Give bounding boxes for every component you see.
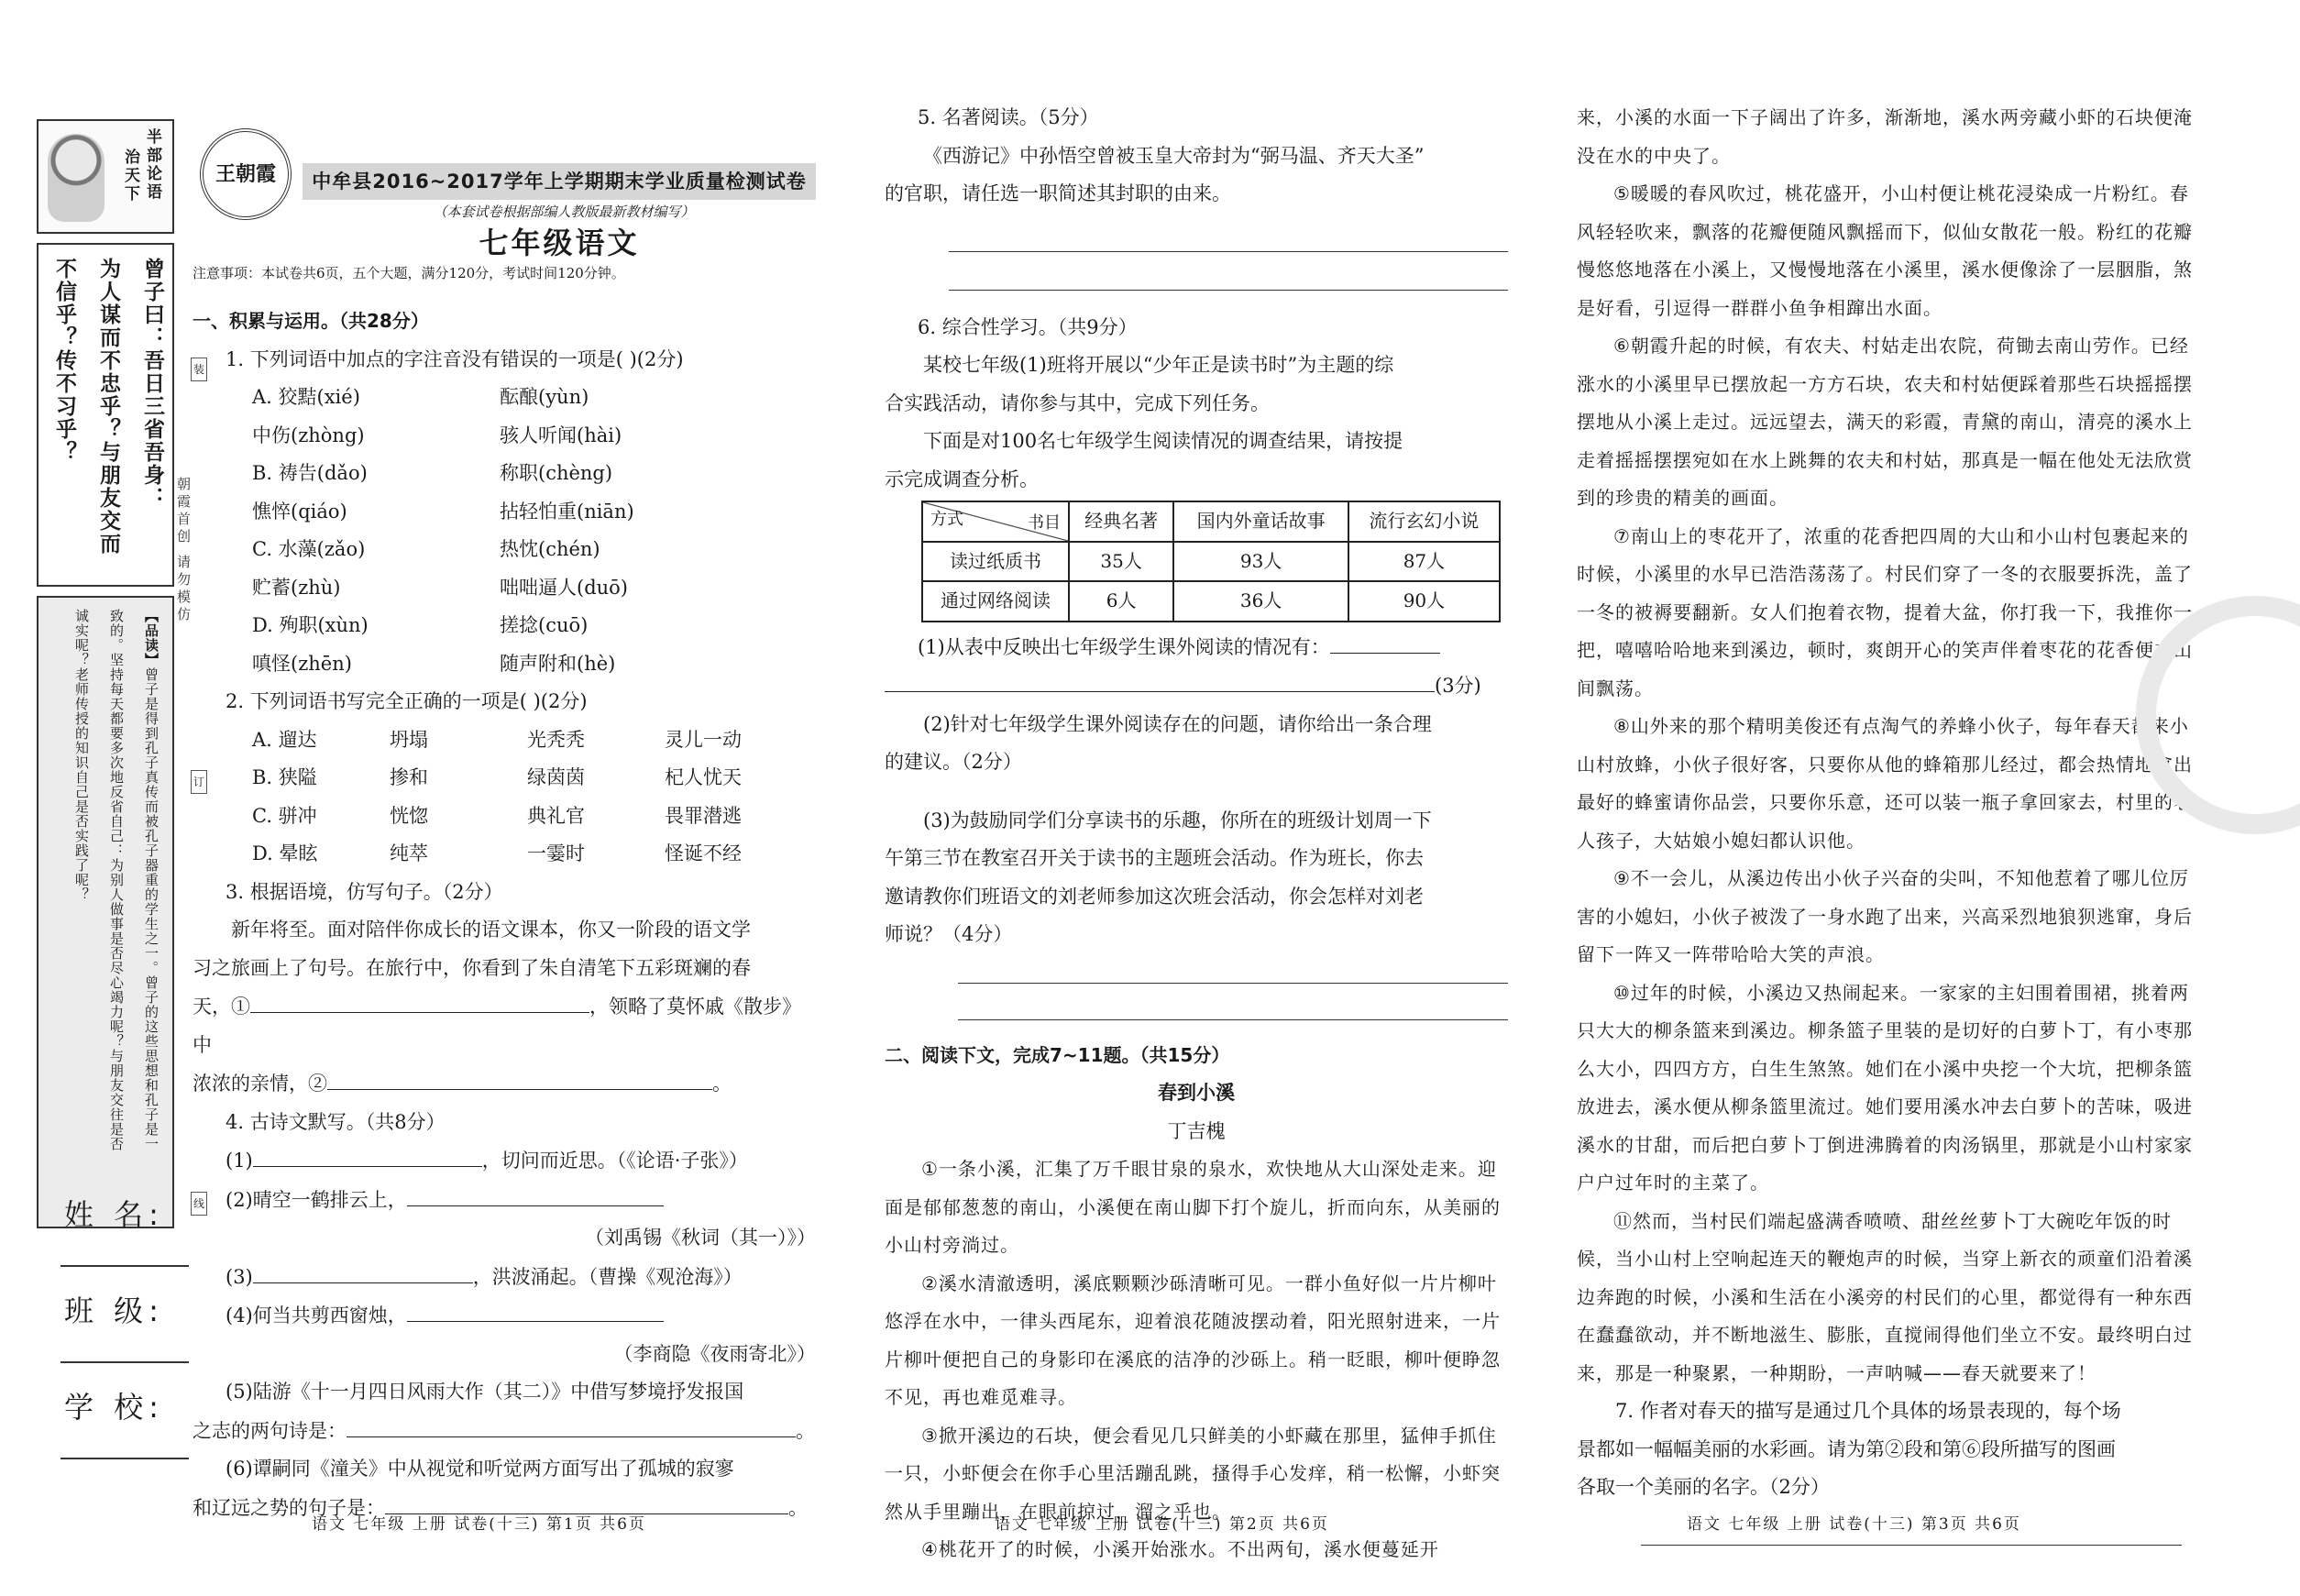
answer-blank[interactable] [407,1181,664,1206]
answer-line[interactable] [958,954,1508,984]
binding-strip [28,110,204,1545]
option-row[interactable]: A. 遛达 坍塌 光秃秃 灵儿一动 [252,728,742,751]
school-line[interactable] [61,1458,189,1459]
answer-blank[interactable] [1330,628,1440,654]
question-4-5-fill: 之志的两句诗是： 。 [193,1412,816,1451]
column-1 [193,303,816,1527]
subject-title: 七年级语文 [479,226,640,260]
question-4-5: (5)陆游《十一月四日风雨大作（其二）》中借写梦境抒发报国 [226,1381,744,1403]
page-footer-1: 语文 七年级 上册 试卷(十三) 第1页 共6页 [312,1515,646,1534]
table-header: 流行玄幻小说 [1348,501,1500,542]
question-6-text: 合实践活动，请你参与其中，完成下列任务。 [885,391,1270,414]
table-cell: 93人 [1173,542,1348,582]
table-cell: 36人 [1173,581,1348,622]
paragraph-8: ⑧山外来的那个精明美俊还有点淘气的养蜂小伙子，每年春天都来小山村放蜂，小伙子很好客，只要你从他的蜂箱那儿经过，都会热情地拿出最好的蜂蜜请你品尝，只要你乐意，还可以装一瓶子拿回家去，村里的老人孩子，大姑娘小媳妇都认识他。 [1577,715,2193,852]
pindu-label: 【品读】曾子是得到孔子真传而被孔子器重的学生之一。曾子的这些思想和孔子是一 [143,609,160,1151]
story-title: 春到小溪 [1158,1082,1235,1104]
question-4-2: (2)晴空一鹤排云上， [193,1181,816,1220]
table-header: 国内外童话故事 [1173,501,1348,542]
paragraph-9: ⑨不一会儿，从溪边传出小伙子兴奋的尖叫，不知他惹着了哪儿位厉害的小媳妇，小伙子被泼了一身水跑了出来，兴高采烈地狼狈逃窜，身后留下一阵又一阵带哈哈大笑的声浪。 [1577,867,2193,965]
question-3: 3. 根据语境，仿写句子。（2分） [226,880,503,903]
option-row: 贮蓄(zhù) 咄咄逼人(duō) [252,576,628,599]
option-row[interactable]: B. 狭隘 掺和 绿茵茵 杞人忧天 [252,766,742,788]
answer-blank[interactable] [347,1412,796,1437]
paragraph-5: ⑤暖暖的春风吹过，桃花盛开，小山村便让桃花浸染成一片粉红。春风轻轻吹来，飘落的花瓣便随风飘摇而下，似仙女散花一般。粉红的花瓣慢悠悠地落在小溪上，又慢慢地落在小溪里，溪水便像涂了一层胭脂，煞是好看，引逗得一群群小鱼争相蹿出水面。 [1577,182,2193,319]
answer-blank[interactable] [885,666,1435,692]
table-corner: 书目 方式 [922,501,1069,542]
logo-text-2: 治天下 [121,149,139,204]
question-6: 6. 综合性学习。（共9分） [918,315,1138,338]
paragraph-2: ②溪水清澈透明，溪底颗颗沙砾清晰可见。一群小鱼好似一片片柳叶悠浮在水中，一律头西尾东，迎着浪花随波摆动着，阳光照射进来，一片片柳叶便把自己的身影印在溪底的洁净的沙砾上。稍一眨眼，柳叶便睁忽不见，再也难觅难寻。 [885,1271,1501,1408]
question-4: 4. 古诗文默写。（共8分） [226,1110,446,1133]
table-cell: 35人 [1069,542,1173,582]
question-4-4: (4)何当共剪西窗烛， [193,1296,816,1336]
question-6-3: (3)为鼓励同学们分享读书的乐趣，你所在的班级计划周一下 [923,809,1432,831]
paragraph-6: ⑥朝霞升起的时候，有农夫、村姑走出农院，荷锄去南山劳作。已经涨水的小溪里早已摆放起一方方石块，农夫和村姑便踩着那些石块摇摇摆摆地从小溪上走过。远远望去，满天的彩霞，青黛的南山，清亮的溪水上走着摇摇摆摆宛如在水上跳舞的农夫和村姑，那真是一幅在他处无法欣赏到的珍贵的精美的画面。 [1577,335,2193,509]
option-row: 嗔怪(zhēn) 随声附和(hè) [252,652,616,675]
question-1-options [193,379,816,683]
question-7: 景都如一幅幅美丽的水彩画。请为第②段和第⑥段所描写的图画 [1577,1437,2116,1460]
option-row: 中伤(zhòng) 骇人听闻(hài) [252,424,622,446]
question-3-fill-1: 天，① ，领略了莫怀戚《散步》中 [193,987,816,1064]
question-6-text: 某校七年级(1)班将开展以“少年正是读书时”为主题的综 [923,354,1394,376]
question-4-4-source: （李商隐《夜雨寄北》） [613,1342,816,1365]
story-author: 丁吉槐 [1167,1119,1226,1142]
pindu-line-2: 致的。坚持每天都要多次地反省自己：为别人做事是否尽心竭力呢？与朋友交往是否 [108,609,125,1151]
motto-box [37,243,174,587]
answer-blank[interactable] [327,1064,712,1090]
question-7: 各取一个美丽的名字。（2分） [1577,1476,1830,1498]
option-row[interactable]: B. 祷告(dǎo) 称职(chèng) [252,462,613,484]
motto-line-1: 曾子曰：吾日三省吾身： [140,258,165,510]
table-row [922,542,1500,582]
paragraph-3: ③掀开溪边的石块，便会看见几只鲜美的小虾藏在那里，猛伸手抓住一只，小虾便会在你手心里活蹦乱跳，搔得手心发痒，稍一松懈，小虾突然从手里蹦出，在眼前掠过，溜之乎也。 [885,1424,1501,1523]
option-row[interactable]: A. 狡黠(xié) 酝酿(yùn) [252,386,589,408]
question-6-text: 示完成调查分析。 [885,468,1039,490]
motto-line-2: 为人谋而不忠乎？与朋友交而 [96,258,121,556]
page-footer-3: 语文 七年级 上册 试卷(十三) 第3页 共6页 [1687,1515,2021,1534]
question-3-text: 新年将至。面对陪伴你成长的语文课本，你又一阶段的语文学 [231,919,751,941]
paragraph-4-continued: 来，小溪的水面一下子阔出了许多，渐渐地，溪水两旁藏小虾的石块便淹没在水的中央了。 [1577,106,2193,167]
question-1: 1. 下列词语中加点的字注音没有错误的一项是( )(2分) [226,347,684,370]
cut-mark-2: 订 [191,770,207,794]
page-footer-2: 语文 七年级 上册 试卷(十三) 第2页 共6页 [995,1515,1329,1534]
question-3-text: 习之旅画上了句号。在旅行中，你看到了朱自清笔下五彩斑斓的春 [193,956,751,979]
class-line[interactable] [61,1361,189,1363]
table-cell: 90人 [1348,581,1500,622]
question-2-options [193,721,816,874]
exam-header [193,110,816,284]
brand-seal: 王朝霞 [200,128,292,220]
question-5: 5. 名著阅读。（5分） [918,106,1099,128]
column-3 [1577,99,2200,1546]
paragraph-11: ⑪然而，当村民们端起盛满香喷喷、甜丝丝萝卜丁大碗吃年饭的时候，当小山村上空响起连天的鞭炮声的时候，当穿上新衣的顽童们沿着溪边奔跑的时候，小溪和生活在小溪旁的村民们的心里，都觉得有一种东西在蠢蠢欲动，并不断地滋生、膨胀，直搅闹得他们坐立不安。最终明白过来，那是一种聚累，一种期盼，一声呐喊——春天就要来了！ [1577,1209,2193,1384]
question-6-3: 午第三节在教室召开关于读书的主题班会活动。作为班长，你去 [885,847,1424,869]
question-2: 2. 下列词语书写完全正确的一项是( )(2分) [226,690,588,712]
answer-line[interactable] [958,984,1508,1020]
option-row[interactable]: D. 殉职(xùn) 搓捻(cuō) [252,614,589,636]
question-3-fill-2: 浓浓的亲情，② 。 [193,1064,816,1104]
table-row [922,581,1500,622]
option-row[interactable]: C. 骈冲 恍惚 典礼官 畏罪潜逃 [252,804,742,827]
table-row-label: 读过纸质书 [922,542,1069,582]
question-6-1: (1)从表中反映出七年级学生课外阅读的情况有： [885,628,1508,667]
question-6-text: 下面是对100名七年级学生阅读情况的调查结果，请按提 [923,430,1403,452]
name-line[interactable] [61,1265,189,1267]
exam-notice: 注意事项：本试卷共6页，五个大题，满分120分，考试时间120分钟。 [193,265,625,281]
question-4-6: (6)谭嗣同《潼关》中从视觉和听觉两方面写出了孤城的寂寥 [226,1458,734,1480]
answer-blank[interactable] [250,987,589,1013]
question-4-1: (1) ，切问而近思。（《论语·子张》） [193,1141,816,1181]
question-4-3: (3) ，洪波涌起。（曹操《观沧海》） [193,1258,816,1297]
logo-box [37,119,174,234]
option-row: 憔悴(qiáo) 拈轻怕重(niān) [252,500,634,523]
cut-mark-3: 线 [191,1192,207,1216]
question-5-text: 《西游记》中孙悟空曾被玉皇大帝封为“弼马温、齐天大圣” [923,144,1425,167]
exam-subtitle: （本套试卷根据部编人教版最新教材编写） [433,204,695,220]
exam-title: 中牟县2016~2017学年上学期期末学业质量检测试卷 [303,163,816,200]
option-row[interactable]: C. 水藻(zǎo) 热忱(chén) [252,538,600,560]
paragraph-10: ⑩过年的时候，小溪边又热闹起来。一家家的主妇围着围裙，挑着两只大大的柳条篮来到溪边。柳条篮子里装的是切好的白萝卜丁，有小枣那么大小，四四方方，白生生煞煞。她们在小溪中央挖一个大坑，把柳条篮放进去，溪水便从柳条篮里流过。她们要用溪水冲去白萝卜的苦味，吸进溪水的甘甜，而后把白萝卜丁倒进沸腾着的肉汤锅里，那就是小山村家家户户过年时的主菜了。 [1577,981,2193,1194]
table-row-label: 通过网络阅读 [922,581,1069,622]
table-header-row [922,501,1500,542]
paragraph-4: ④桃花开了的时候，小溪开始涨水。不出两旬，溪水便蔓延开 [921,1538,1439,1560]
answer-line[interactable] [949,252,1508,291]
question-6-2: 的建议。（2分） [885,751,1022,773]
pindu-box [37,596,174,1228]
answer-line[interactable] [949,214,1508,252]
answer-blank[interactable] [253,1258,473,1283]
copyright-vertical-text: 朝霞首创 请勿模仿 [175,477,192,624]
question-6-3: 邀请教你们班语文的刘老师参加这次班会活动，你会怎样对刘老 [885,885,1424,908]
section-1-heading: 一、积累与运用。（共28分） [193,310,429,332]
survey-table [921,501,1501,622]
question-6-2: (2)针对七年级学生课外阅读存在的问题，请你给出一条合理 [923,712,1432,735]
question-6-1-fill: (3分) [885,666,1508,706]
pindu-line-3: 诚实呢？老师传授的知识自己是否实践了呢？ [73,609,90,902]
paragraph-7: ⑦南山上的枣花开了，浓重的花香把四周的大山和小山村包裹起来的时候，小溪里的水早已浩浩荡荡了。村民们穿了一冬的衣服要拆洗，盖了一冬的被褥要翻新。女人们抱着衣物，提着大盆，你打我一下，我推你一把，嘻嘻哈哈地来到溪边，顿时，爽朗开心的笑声伴着枣花的花香便在山间飘荡。 [1577,524,2193,699]
question-7: 7. 作者对春天的描写是通过几个具体的场景表现的，每个场 [1615,1400,2121,1422]
answer-blank[interactable] [407,1296,664,1322]
mascot-illustration [48,134,105,222]
question-4-6-fill: 和辽远之势的句子是： 。 [193,1489,816,1528]
motto-line-3: 不信乎？传不习乎？ [52,258,77,464]
paragraph-1: ①一条小溪，汇集了万千眼甘泉的泉水，欢快地从大山深处走来。迎面是郁郁葱葱的南山，小溪便在南山脚下打个旋儿，折而向东，从美丽的小山村旁淌过。 [885,1158,1501,1256]
logo-text-1: 半部论语 [143,128,161,202]
section-2-heading: 二、阅读下文，完成7~11题。（共15分） [885,1043,1230,1066]
table-cell: 6人 [1069,581,1173,622]
table-header: 经典名著 [1069,501,1173,542]
column-2 [885,99,1508,1569]
cut-mark-1: 装 [191,358,207,381]
question-5-text: 的官职，请任选一职简述其封职的由来。 [885,182,1231,204]
question-6-3: 师说？（4分） [885,923,1013,945]
table-cell: 87人 [1348,542,1500,582]
school-label: 学 校: [64,1390,164,1425]
question-4-2-source: （刘禹锡《秋词（其一）》） [585,1227,816,1249]
name-label: 姓 名: [64,1197,164,1232]
option-row[interactable]: D. 晕眩 纯萃 一霎时 怪诞不经 [252,842,742,864]
class-label: 班 级: [64,1293,164,1328]
answer-blank[interactable] [253,1141,482,1167]
